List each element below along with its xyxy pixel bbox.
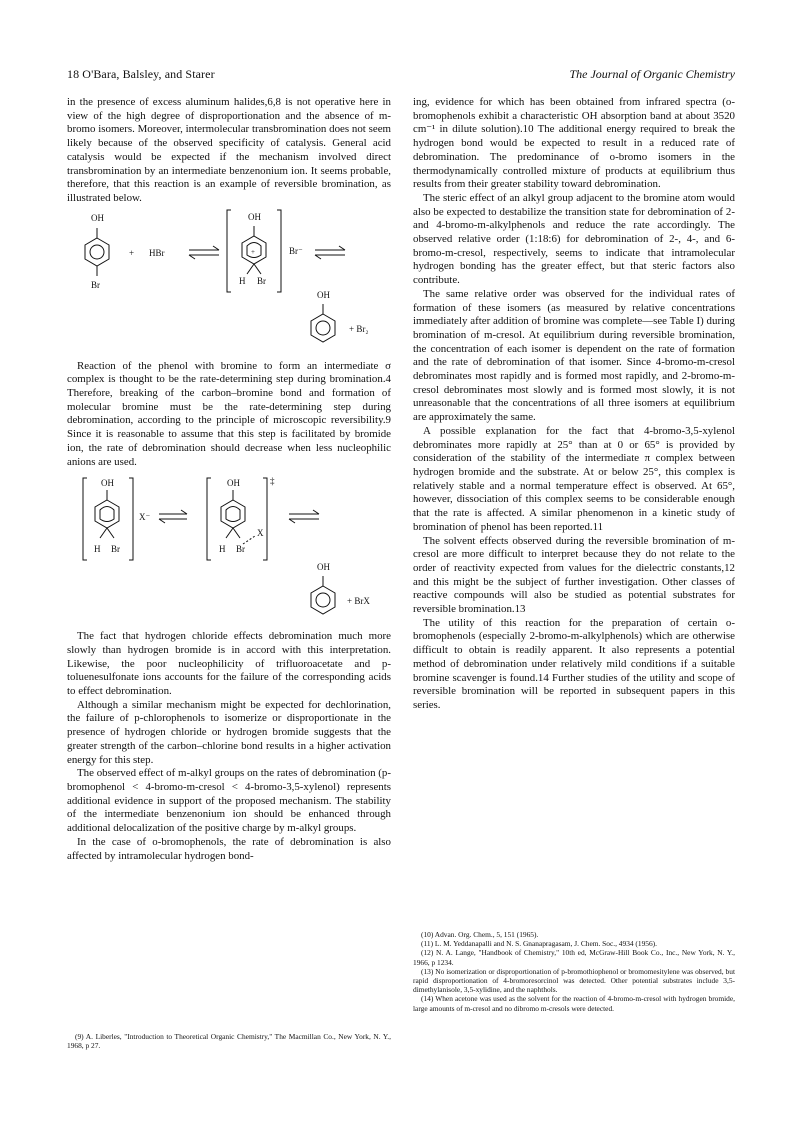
label-plus-brx: + BrX	[347, 596, 370, 607]
reaction-scheme-1	[67, 206, 391, 360]
scheme-2-drawing	[67, 472, 391, 630]
label-br-2: Br	[257, 275, 266, 286]
running-header	[67, 67, 735, 85]
label-h-2: H	[94, 544, 101, 555]
equilibrium-arrow-4	[289, 510, 319, 523]
label-xminus: X⁻	[139, 512, 151, 523]
left-paragraph-3: The fact that hydrogen chloride effects debromination much more slowly than hydrogen bromide is in accord with this interpretation. Likewise, the poor nucleophilicity of trifluoroacetate and p-toluenesulfonate ions accounts for the failure of the corresponding acids to effect debromination.	[67, 630, 391, 698]
scheme-1-drawing	[67, 206, 391, 360]
right-paragraph-4: A possible explanation for the fact that 4-bromo-3,5-xylenol debrominates more rapidly at 25° than at 0 or 65° is provided by consideration of the stability of the intermediate π complex between hydrogen bromide and the substrate. At or below 25°, this complex is relatively stable and a normal temperature effect is observed. At 65°, however, dissociation of this complex seems to be considerable enough that the rate is affected. A similar phenomenon in a kinetic study of bromination of phenol has been reported.11	[413, 424, 735, 533]
right-paragraph-1: ing, evidence for which has been obtained from infrared spectra (o-bromophenols exhibit a characteristic OH absorption band at about 3520 cm⁻¹ in dilute solution).10 The additional energy required to break the hydrogen bond would be expected to result in a reduced rate of debromination. The predominance of o-bromo isomers in the thermodynamically controlled mixture of products at equilibrium thus results from their greater stability toward debromination.	[413, 96, 735, 191]
footnote-14: (14) When acetone was used as the solvent for the reaction of 4-bromo-m-cresol with hydrogen bromide, large amounts of m-cresol and no dibromo m-cresols were detected.	[413, 994, 735, 1013]
equilibrium-arrow-1	[189, 246, 219, 259]
footnote-9: (9) A. Liberles, "Introduction to Theoretical Organic Chemistry," The Macmillan Co., New York, N. Y., 1968, p 27.	[67, 1032, 391, 1051]
footnote-13: (13) No isomerization or disproportionation of p-bromothiophenol or bromomesitylene was observed, but rapid disproportionation of 4-bromoresorcinol was detected. Other potential substrates include 3,5-dimethylanisole, 3,5-xylidine, and the naphthols.	[413, 966, 735, 995]
label-br-4: Br	[236, 544, 245, 555]
left-paragraph-2: Reaction of the phenol with bromine to form an intermediate σ complex is thought to be the rate-determining step during bromination.4 Therefore, breaking of the carbon–bromine bond and formation of molecular bromine must be the rate-determining step during debromination, according to the principle of microscopic reversibility.9 Since it is reasonable to assume that this step is facilitated by bromide ion, the rate of debromination should decrease when less nucleophilic anions are used.	[67, 359, 391, 468]
label-double-dagger: ‡	[270, 476, 275, 487]
label-h-3: H	[219, 544, 226, 555]
label-oh-2: OH	[248, 211, 261, 222]
footnote-10: (10) Advan. Org. Chem., 5, 151 (1965).	[421, 930, 539, 939]
footnotes-left	[67, 1032, 391, 1050]
label-plus-br2: + Br₂	[349, 323, 369, 334]
label-oh-1: OH	[91, 212, 104, 223]
phenol-structure-1	[311, 304, 335, 342]
page-label: 18 O'Bara, Balsley, and Starer	[67, 67, 215, 81]
right-column	[413, 96, 735, 713]
label-plus-charge: +	[251, 247, 255, 256]
reaction-scheme-2	[67, 472, 391, 630]
label-plus-1: +	[129, 247, 135, 258]
sigma-complex-structure-2	[83, 478, 133, 560]
left-paragraph-6: In the case of o-bromophenols, the rate of debromination is also affected by intramolecular hydrogen bond-	[67, 835, 391, 862]
right-paragraph-2: The steric effect of an alkyl group adjacent to the bromine atom would also be expected to destabilize the transition state for debromination of 2- and 4-bromo-m-alkylphenols and reduce the rate accordingly. The observed relative order (1:18:6) for debromination of 2-, 4-, and 6-bromo-m-cresol, respectively, seems to indicate that intramolecular hydrogen bonding has the greater effect, but that steric factors also contribute.	[413, 191, 735, 287]
left-paragraph-5: The observed effect of m-alkyl groups on the rates of debromination (p-bromophenol < 4-bromo-m-cresol < 4-bromo-3,5-xylenol) represents additional evidence in support of the proposed mechanism. The stability of the intermediate benzenonium ion should be enhanced through additional delocalization of the positive charge by m-alkyl groups.	[67, 767, 391, 835]
left-paragraph-4: Although a similar mechanism might be expected for dechlorination, the failure of p-chlorophenols to isomerize or disproportionate in the presence of hydrogen chloride or hydrogen bromide suggests that the greater strength of the carbon–chlorine bond results in a higher activation energy for this step.	[67, 698, 391, 766]
journal-title: The Journal of Organic Chemistry	[569, 67, 735, 81]
label-h-1: H	[239, 275, 246, 286]
label-oh-4: OH	[101, 478, 114, 489]
bromophenol-structure	[85, 228, 109, 276]
footnote-12: (12) N. A. Lange, "Handbook of Chemistry," 10th ed, McGraw-Hill Book Co., Inc., New York, N. Y., 1966, p 1234.	[413, 948, 735, 967]
right-paragraph-6: The utility of this reaction for the preparation of certain o-bromophenols (especially 2-bromo-m-alkylphenols) which are otherwise difficult to obtain is readily apparent. It also represents a potential method of debromination under relatively mild conditions if a suitable bromine scavenger is found.14 Further studies of the utility and scope of reversible bromination will be reported in subsequent papers in this series.	[413, 616, 735, 711]
label-br-1: Br	[91, 279, 100, 290]
label-x: X	[257, 528, 264, 539]
left-column	[67, 96, 391, 863]
equilibrium-arrow-3	[159, 510, 187, 523]
left-paragraph-1: in the presence of excess aluminum halides,6,8 is not operative here in view of the high degree of disproportionation and the absence of m-bromo isomers. Moreover, intermolecular transbromination does not seem likely because of the observed specificity of catalysis. General acid catalysis would be expected if the mechanism involved direct transbromination by an intermediate benzenonium ion. It seems probable, therefore, that this reaction is an example of reversible bromination, as illustrated below.	[67, 96, 391, 204]
right-paragraph-5: The solvent effects observed during the reversible bromination of m-cresol are more difficult to interpret because they do not relate to the order of reactivity expected from values for the dielectric constants,12 and this might be the subject of further investigation. Other classes of reactive compounds will also be studied as potential substrates for reversible bromination.13	[413, 534, 735, 616]
label-brminus: Br⁻	[289, 245, 303, 256]
label-oh-6: OH	[317, 562, 330, 573]
equilibrium-arrow-2	[315, 246, 345, 259]
phenol-structure-2	[311, 576, 335, 614]
label-oh-5: OH	[227, 478, 240, 489]
label-br-3: Br	[111, 544, 120, 555]
footnote-11: (11) L. M. Yeddanapalli and N. S. Gnanapragasam, J. Chem. Soc., 4934 (1956).	[421, 939, 657, 949]
footnotes-right	[413, 930, 735, 1013]
label-hbr: HBr	[149, 247, 165, 258]
label-oh-3: OH	[317, 289, 330, 300]
right-paragraph-3: The same relative order was observed for the individual rates of formation of these isomers (as measured by relative concentrations immediately after addition of bromine was complete—see Table I) during bromination of m-cresol. At equilibrium during reversible bromination, the concentration of each isomer is dependent on the rate of formation and the rate of debromination of that isomer. Since 4-bromo-m-cresol debrominates most rapidly and is formed most rapidly, and 2-bromo-m-cresol debrominates most slowly and is formed most slowly, it is not unreasonable that the concentrations of all three isomers at equilibrium are approximately the same.	[413, 287, 735, 424]
